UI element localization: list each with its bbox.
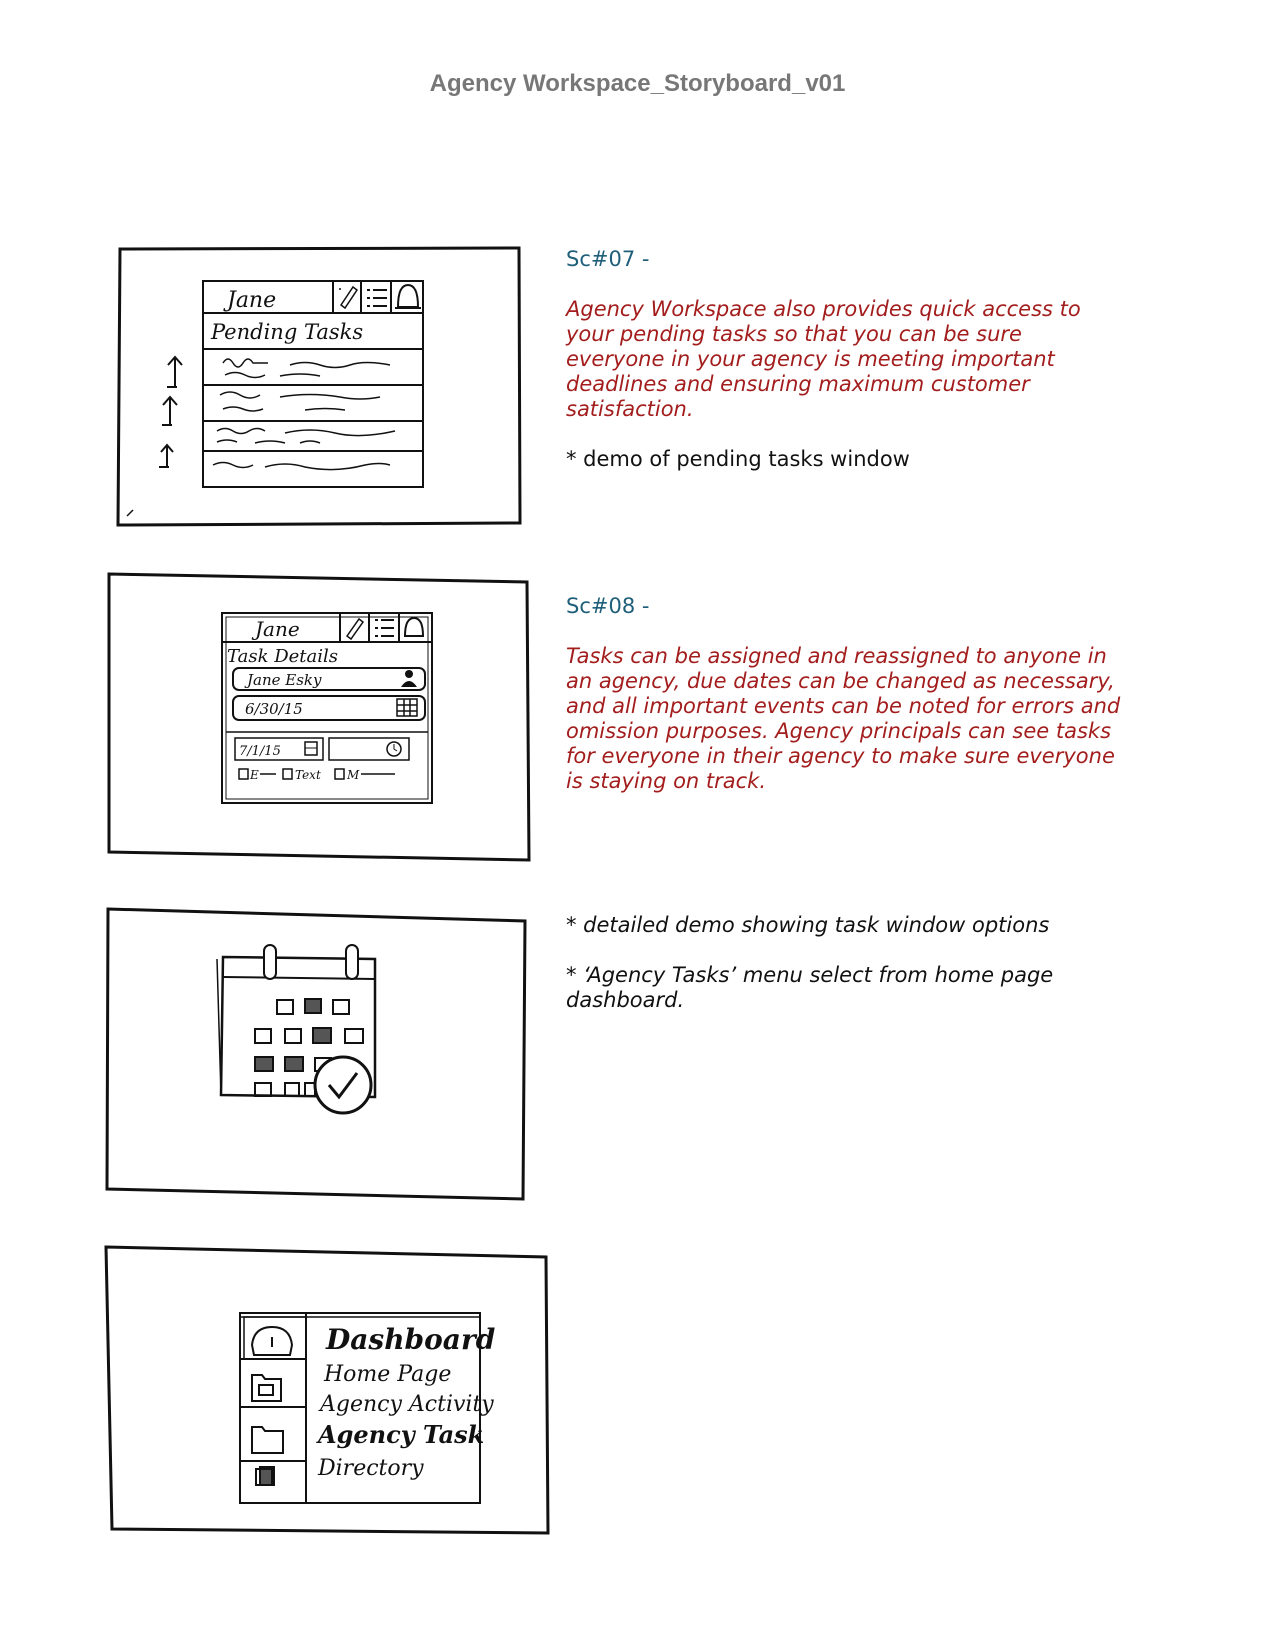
home-folder-icon: [252, 1375, 281, 1401]
user-name-label: Jane: [227, 288, 277, 313]
check-circle-icon: [315, 1057, 371, 1113]
list-icon: [375, 620, 394, 636]
storyboard-panel-sc07: [115, 245, 525, 525]
calendar-check-sketch: [105, 907, 530, 1202]
scene-note: * demo of pending tasks window: [566, 447, 910, 471]
assignee-field: Jane Esky: [247, 671, 322, 689]
demo-note: * ‘Agency Tasks’ menu select from home page dashboard.: [566, 963, 1054, 1012]
due-date-field: 6/30/15: [245, 700, 303, 718]
menu-item-directory: Directory: [318, 1456, 424, 1481]
menu-item-dashboard: Dashboard: [326, 1323, 496, 1356]
calendar-icon: [305, 742, 317, 755]
demo-note: * detailed demo showing task window options: [566, 913, 1050, 937]
storyboard-panel-sc08: [107, 572, 532, 862]
user-name-label: Jane: [255, 617, 300, 641]
window-title: Pending Tasks: [211, 320, 364, 344]
dashboard-menu-sketch: [104, 1245, 554, 1555]
edit-icon: [347, 619, 363, 639]
gauge-icon: [252, 1327, 292, 1355]
bell-icon: [395, 285, 421, 308]
list-icon: [367, 290, 387, 306]
menu-item-agency-activity: Agency Activity: [320, 1392, 494, 1417]
directory-icon: [256, 1467, 274, 1485]
scene-narration: Tasks can be assigned and reassigned to anyone in an agency, due dates can be changed as necessary, and all important events can be noted for errors and omission purposes. Agency principals can see tasks for everyone in their agency to make sure everyone is staying on track.: [566, 644, 1121, 793]
person-icon: [401, 670, 417, 687]
scene-number: Sc#08 -: [566, 594, 650, 618]
demo-notes-text: [566, 913, 1126, 1013]
bell-icon: [405, 618, 423, 636]
edit-icon: [339, 287, 357, 308]
option-checkbox: [283, 769, 292, 779]
folder-icon: [252, 1427, 283, 1453]
window-title: Task Details: [227, 646, 339, 667]
scroll-up-arrows: [159, 357, 182, 467]
menu-item-agency-task: Agency Task: [318, 1420, 485, 1449]
option-checkbox: [239, 769, 248, 779]
event-date-field: 7/1/15: [239, 744, 281, 759]
option-label: M: [347, 768, 360, 782]
option-checkbox: [335, 769, 344, 779]
task-details-sketch: [107, 572, 532, 862]
scene-08-text: [566, 594, 1126, 794]
document-title: Agency Workspace_Storyboard_v01: [429, 70, 846, 97]
calendar-icon: [397, 699, 417, 716]
scene-07-text: [566, 247, 1126, 472]
task-rows-scribble: [213, 359, 395, 470]
scene-narration: Agency Workspace also provides quick access to your pending tasks so that you can be sure everyone in your agency is meeting important deadlines and ensuring maximum customer satisfaction.: [566, 297, 1081, 421]
scene-number: Sc#07 -: [566, 247, 650, 271]
menu-item-home-page: Home Page: [324, 1362, 452, 1387]
option-label: Text: [295, 768, 321, 782]
clock-icon: [387, 742, 401, 756]
pending-tasks-sketch: [115, 245, 525, 525]
storyboard-panel-calendar: [105, 907, 530, 1202]
storyboard-panel-menu: [104, 1245, 554, 1555]
option-label: E: [250, 768, 259, 782]
